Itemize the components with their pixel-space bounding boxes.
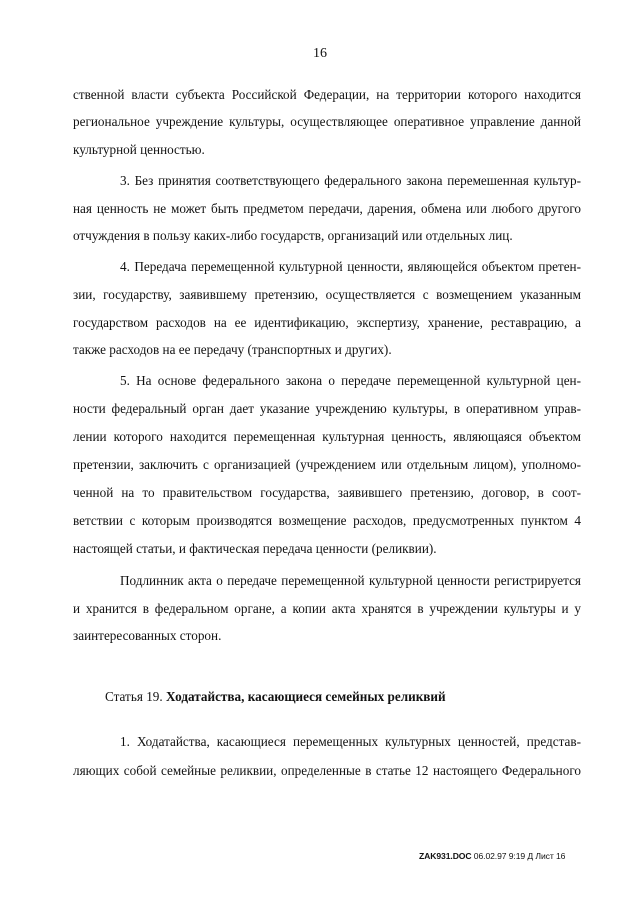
text-line: ветствии с которым производятся возмещение расходов, предусмотренных пунктом 4 <box>73 513 581 528</box>
text-line: ная ценность не может быть предметом передачи, дарения, обмена или любого другого <box>73 201 581 216</box>
article-label: Статья 19. <box>105 689 163 704</box>
text-line: зии, государству, заявившему претензию, осуществляется с возмещением указанным <box>73 287 581 302</box>
footer-mark: Д <box>527 851 534 861</box>
text-line: 4. Передача перемещенной культурной ценности, являющейся объектом претен- <box>120 259 581 274</box>
article-title: Ходатайства, касающиеся семейных реликвий <box>165 689 446 704</box>
text-line: ственной власти субъекта Российской Федерации, на территории которого находится <box>73 87 581 102</box>
text-line: государством расходов на ее идентификацию, экспертизу, хранение, реставрацию, а <box>73 315 581 330</box>
text-line: 5. На основе федерального закона о передаче перемещенной культурной цен- <box>120 373 581 388</box>
text-line: ляющих собой семейные реликвии, определенные в статье 12 настоящего Федерального <box>73 763 581 778</box>
text-line: ченной на то правительством государства, заявившего претензию, договор, в соот- <box>73 485 581 500</box>
text-line: ности федеральный орган дает указание учреждению культуры, в оперативном управ- <box>73 401 581 416</box>
page-footer <box>419 851 565 861</box>
text-line: претензии, заключить с организацией (учреждением или отдельным лицом), уполномо- <box>73 457 581 472</box>
footer-date: 06.02.97 <box>473 851 507 861</box>
footer-sheet: Лист 16 <box>535 851 566 861</box>
text-line: отчуждения в пользу каких-либо государств, организаций или отдельных лиц. <box>73 228 513 243</box>
footer-time: 9:19 <box>508 851 526 861</box>
text-line: Подлинник акта о передаче перемещенной культурной ценности регистрируется <box>120 573 581 588</box>
text-line: культурной ценностью. <box>73 142 205 157</box>
text-line: также расходов на ее передачу (транспортных и других). <box>73 342 392 357</box>
footer-document-code: ZAK931.DOC <box>419 851 472 861</box>
article-heading <box>105 688 446 706</box>
text-line: региональное учреждение культуры, осуществляющее оперативное управление данной <box>73 114 581 129</box>
text-line: заинтересованных сторон. <box>73 628 222 643</box>
text-line: и хранится в федеральном органе, а копии акта хранятся в учреждении культуры и у <box>73 601 581 616</box>
text-line: лении которого находится перемещенная культурная ценность, являющаяся объектом <box>73 429 581 444</box>
text-line: 3. Без принятия соответствующего федерального закона перемешенная культур- <box>120 173 581 188</box>
page-number: 16 <box>313 46 327 61</box>
text-line: настоящей статьи, и фактическая передача ценности (реликвии). <box>73 541 437 556</box>
text-line: 1. Ходатайства, касающиеся перемещенных культурных ценностей, представ- <box>120 734 581 749</box>
